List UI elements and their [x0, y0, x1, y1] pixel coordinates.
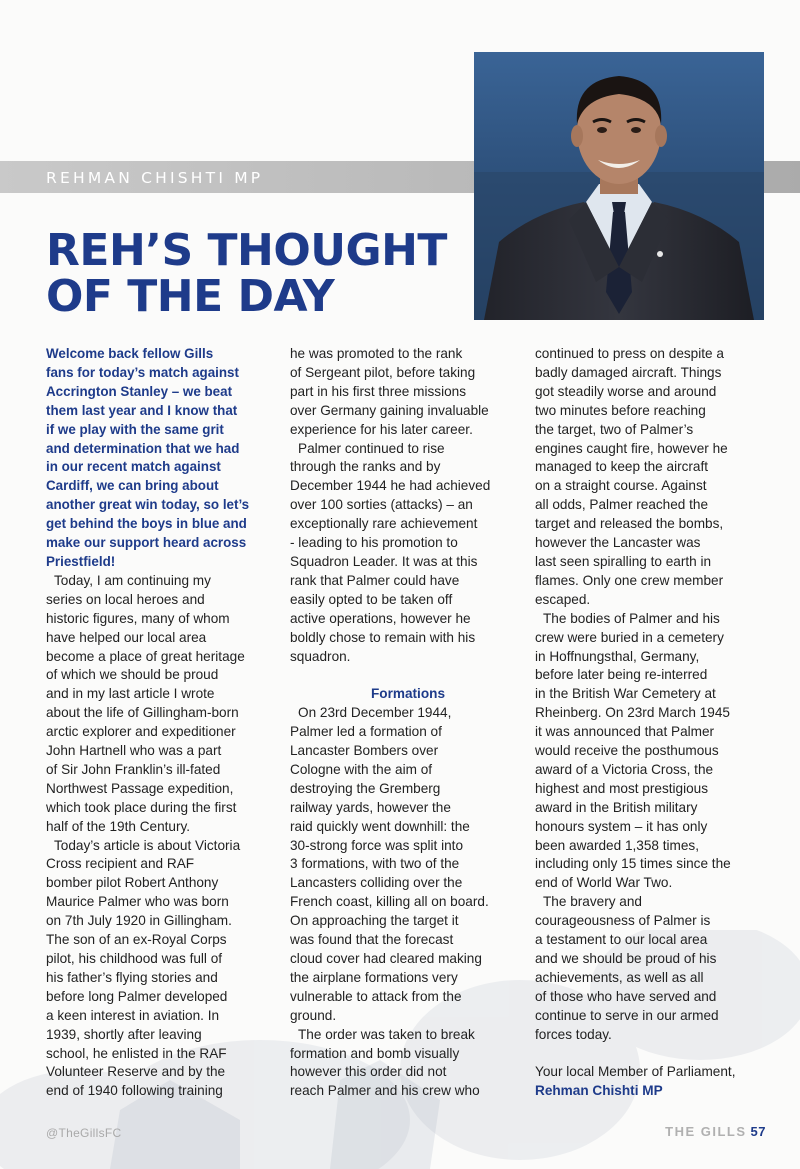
- text-line: raid quickly went downhill: the: [290, 818, 470, 834]
- text-line: badly damaged aircraft. Things: [535, 364, 722, 380]
- text-line: if we play with the same grit: [46, 421, 224, 437]
- text-line: award in the British military: [535, 799, 698, 815]
- text-line: cloud cover had cleared making: [290, 950, 482, 966]
- body-paragraph: [290, 704, 526, 1025]
- text-line: however this order did not: [290, 1064, 447, 1080]
- body-paragraph: [535, 610, 771, 894]
- text-line: half of the 19th Century.: [46, 818, 191, 834]
- section-subheading: Formations: [370, 686, 445, 702]
- text-line: Cross recipient and RAF: [46, 856, 195, 872]
- text-line: on a straight course. Against: [535, 478, 707, 494]
- text-line: pilot, his childhood was full of: [46, 951, 223, 966]
- text-line: 3 formations, with two of the: [290, 856, 460, 872]
- text-line: on 7th July 1920 in Gillingham.: [46, 913, 232, 929]
- text-line: before later being re-interred: [535, 667, 708, 683]
- text-line: over Germany gaining invaluable: [290, 402, 489, 418]
- article-column-1: [46, 345, 282, 1101]
- text-line: a keen interest in aviation. In: [46, 1007, 220, 1023]
- text-line: the target, two of Palmer’s: [535, 421, 694, 437]
- text-line: historic figures, many of whom: [46, 610, 230, 626]
- text-line: formation and bomb visually: [290, 1045, 460, 1061]
- text-line: The bodies of Palmer and his: [543, 610, 720, 626]
- text-line: continued to press on despite a: [535, 346, 724, 361]
- text-line: flames. Only one crew member: [535, 572, 724, 588]
- text-line: destroying the Gremberg: [290, 780, 441, 796]
- body-paragraph: [290, 345, 526, 440]
- text-line: make our support heard across: [46, 535, 247, 551]
- text-line: it was announced that Palmer: [535, 724, 715, 740]
- article-column-2: [290, 345, 526, 1101]
- publication-name: THE GILLS: [665, 1124, 747, 1139]
- text-line: squadron.: [290, 648, 351, 664]
- text-line: become a place of great heritage: [46, 648, 245, 664]
- text-line: part in his first three missions: [290, 383, 467, 399]
- body-paragraph: [46, 837, 282, 1102]
- text-line: bomber pilot Robert Anthony: [46, 875, 219, 891]
- text-line: the airplane formations very: [290, 969, 458, 985]
- text-line: about the life of Gillingham-born: [46, 705, 239, 721]
- title-line-2: OF THE DAY: [46, 271, 335, 322]
- text-line: easily opted to be taken off: [290, 591, 453, 607]
- social-handle: @TheGillsFC: [46, 1126, 122, 1140]
- text-line: of Sergeant pilot, before taking: [290, 364, 476, 380]
- text-line: target and released the bombs,: [535, 516, 724, 532]
- page-title: [46, 225, 466, 322]
- text-line: his father’s flying stories and: [46, 969, 218, 985]
- text-line: - leading to his promotion to: [290, 535, 458, 551]
- text-line: got steadily worse and around: [535, 383, 717, 399]
- body-paragraph: [535, 893, 771, 1044]
- text-line: forces today.: [535, 1026, 612, 1042]
- body-paragraph: [46, 572, 282, 837]
- text-line: courageousness of Palmer is: [535, 913, 711, 929]
- page-number: 57: [750, 1124, 766, 1139]
- text-line: Welcome back fellow Gills: [46, 346, 214, 361]
- text-line: ground.: [290, 1007, 337, 1023]
- text-line: Northwest Passage expedition,: [46, 780, 234, 796]
- text-line: managed to keep the aircraft: [535, 459, 709, 475]
- signoff-line: Your local Member of Parliament,: [535, 1064, 736, 1080]
- text-line: Today, I am continuing my: [54, 572, 211, 588]
- text-line: Cardiff, we can bring about: [46, 478, 219, 494]
- text-line: active operations, however he: [290, 610, 471, 626]
- body-paragraph: [290, 440, 526, 667]
- text-line: 30-strong force was split into: [290, 837, 464, 853]
- text-line: On 23rd December 1944,: [298, 705, 452, 721]
- text-line: achievements, as well as all: [535, 969, 704, 985]
- text-line: he was promoted to the rank: [290, 346, 463, 361]
- text-line: through the ranks and by: [290, 459, 441, 475]
- text-line: and we should be proud of his: [535, 951, 717, 966]
- text-line: them last year and I know that: [46, 402, 238, 418]
- text-line: two minutes before reaching: [535, 402, 706, 418]
- signoff: [535, 1063, 771, 1101]
- text-line: Lancaster Bombers over: [290, 743, 439, 759]
- body-paragraph: [535, 345, 771, 610]
- text-line: a testament to our local area: [535, 932, 708, 948]
- text-line: in Hoffnungsthal, Germany,: [535, 648, 700, 664]
- text-line: railway yards, however the: [290, 799, 451, 815]
- intro-paragraph: [46, 345, 282, 572]
- body-paragraph: [290, 1026, 526, 1102]
- text-line: December 1944 he had achieved: [290, 478, 491, 494]
- author-kicker: REHMAN CHISHTI MP: [46, 169, 264, 187]
- text-line: and determination that we had: [46, 440, 240, 456]
- text-line: Maurice Palmer who was born: [46, 894, 229, 910]
- text-line: fans for today’s match against: [46, 364, 239, 380]
- text-line: reach Palmer and his crew who: [290, 1083, 480, 1099]
- text-line: Palmer led a formation of: [290, 724, 442, 740]
- text-line: Volunteer Reserve and by the: [46, 1064, 226, 1080]
- text-line: however the Lancaster was: [535, 535, 701, 551]
- text-line: over 100 sorties (attacks) – an: [290, 497, 473, 513]
- text-line: 1939, shortly after leaving: [46, 1026, 202, 1042]
- text-line: another great win today, so let’s: [46, 497, 250, 513]
- text-line: crew were buried in a cemetery: [535, 629, 724, 645]
- text-line: experience for his later career.: [290, 421, 473, 437]
- text-line: before long Palmer developed: [46, 988, 228, 1004]
- text-line: engines caught fire, however he: [535, 440, 728, 456]
- text-line: end of World War Two.: [535, 875, 673, 891]
- text-line: On approaching the target it: [290, 913, 459, 929]
- text-line: was found that the forecast: [290, 932, 454, 948]
- text-line: of which we should be proud: [46, 667, 219, 683]
- text-line: which took place during the first: [46, 799, 237, 815]
- text-line: arctic explorer and expeditioner: [46, 724, 236, 740]
- text-line: have helped our local area: [46, 629, 207, 645]
- text-line: continue to serve in our armed: [535, 1007, 719, 1023]
- text-line: would receive the posthumous: [535, 743, 719, 759]
- text-line: Today’s article is about Victoria: [54, 837, 241, 853]
- text-line: Priestfield!: [46, 553, 116, 569]
- text-line: of those who have served and: [535, 988, 717, 1004]
- text-line: Cologne with the aim of: [290, 761, 433, 777]
- text-line: The order was taken to break: [298, 1026, 475, 1042]
- text-line: French coast, killing all on board.: [290, 894, 489, 910]
- text-line: last seen spiralling to earth in: [535, 553, 712, 569]
- title-line-1: REH’S THOUGHT: [46, 225, 447, 276]
- text-line: Squadron Leader. It was at this: [290, 553, 478, 569]
- text-line: boldly chose to remain with his: [290, 629, 476, 645]
- text-line: and in my last article I wrote: [46, 686, 215, 702]
- text-line: Accrington Stanley – we beat: [46, 383, 233, 399]
- text-line: in the British War Cemetery at: [535, 686, 716, 702]
- text-line: exceptionally rare achievement: [290, 516, 478, 532]
- text-line: in our recent match against: [46, 459, 221, 475]
- signoff-name: Rehman Chishti MP: [535, 1083, 663, 1099]
- text-line: The bravery and: [543, 894, 642, 910]
- text-line: of Sir John Franklin’s ill-fated: [46, 761, 221, 777]
- text-line: all odds, Palmer reached the: [535, 497, 709, 513]
- text-line: The son of an ex-Royal Corps: [46, 932, 227, 948]
- text-line: vulnerable to attack from the: [290, 988, 462, 1004]
- text-line: series on local heroes and: [46, 591, 205, 607]
- text-line: including only 15 times since the: [535, 856, 731, 872]
- text-line: honours system – it has only: [535, 818, 708, 834]
- text-line: highest and most prestigious: [535, 780, 709, 796]
- text-line: school, he enlisted in the RAF: [46, 1045, 227, 1061]
- text-line: Rheinberg. On 23rd March 1945: [535, 705, 730, 721]
- page-footer: [665, 1124, 766, 1139]
- text-line: Lancasters colliding over the: [290, 875, 463, 891]
- text-line: get behind the boys in blue and: [46, 516, 247, 532]
- author-portrait: [474, 52, 764, 320]
- text-line: been awarded 1,358 times,: [535, 837, 699, 853]
- text-line: end of 1940 following training: [46, 1083, 223, 1099]
- text-line: John Hartnell who was a part: [46, 743, 222, 759]
- article-column-3: [535, 345, 771, 1101]
- text-line: award of a Victoria Cross, the: [535, 761, 714, 777]
- text-line: Palmer continued to rise: [298, 440, 445, 456]
- text-line: rank that Palmer could have: [290, 572, 460, 588]
- text-line: escaped.: [535, 591, 591, 607]
